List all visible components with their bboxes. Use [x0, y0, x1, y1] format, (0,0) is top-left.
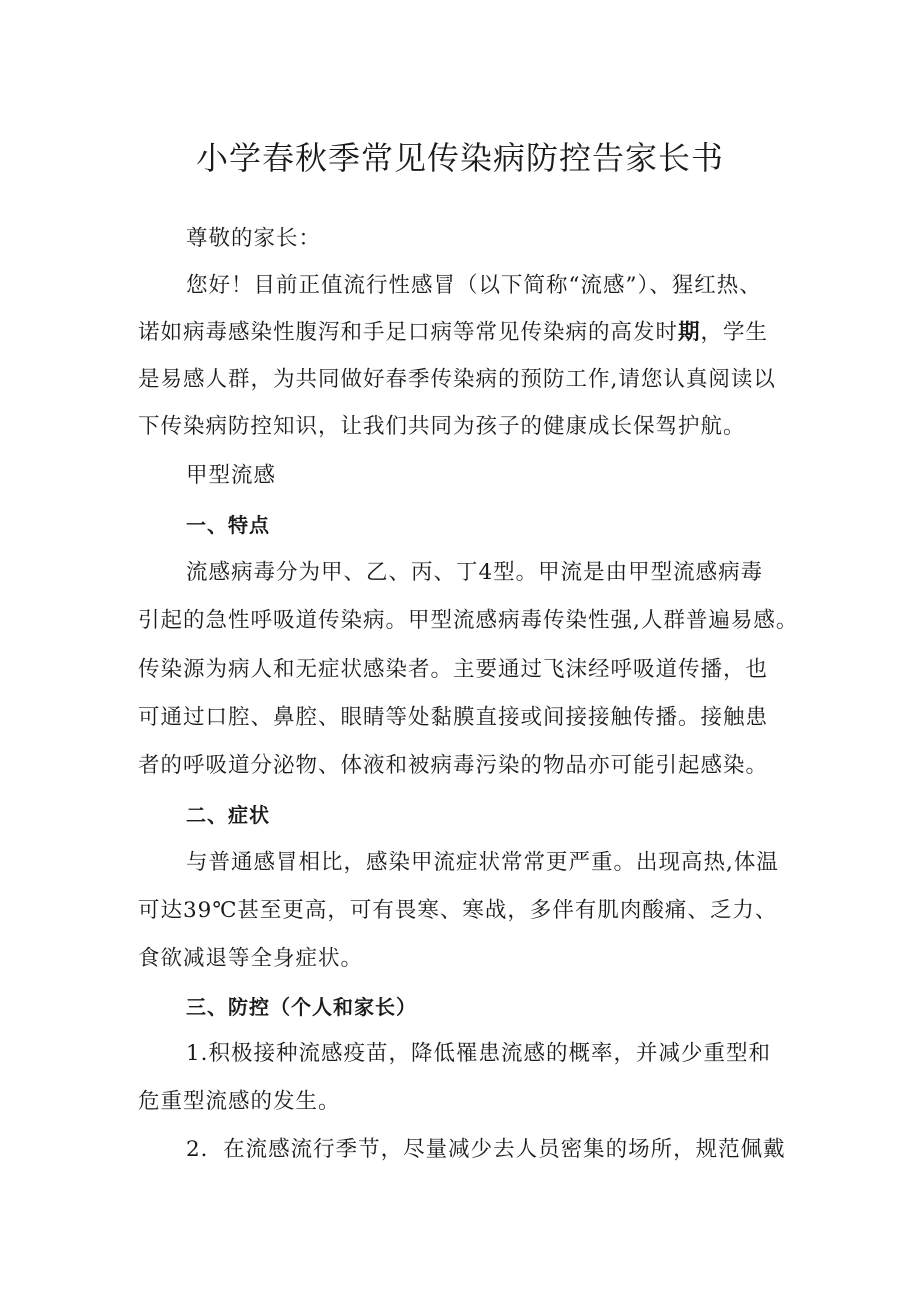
section-1-line-5: 者的呼吸道分泌物、体液和被病毒污染的物品亦可能引起感染。 [138, 753, 769, 778]
intro-line-2-bold: 期 [678, 320, 701, 345]
section-3-item-1-line-1: 1.积极接种流感疫苗，降低罹患流感的概率，并减少重型和 [186, 1041, 772, 1066]
section-2-line-2: 可达39℃甚至更高，可有畏寒、寒战，多伴有肌肉酸痛、乏力、 [138, 898, 778, 923]
section-3-item-1-line-2: 危重型流感的发生。 [138, 1089, 341, 1114]
intro-line-2 [138, 313, 768, 353]
section-1-line-3: 传染源为病人和无症状感染者。主要通过飞沫经呼吸道传播，也 [138, 657, 769, 682]
disease-name: 甲型流感 [186, 463, 277, 488]
section-3-item-2-line-1: 2．在流感流行季节，尽量减少去人员密集的场所，规范佩戴 [186, 1137, 786, 1162]
section-1-heading: 一、特点 [186, 513, 270, 537]
document-title: 小学春秋季常见传染病防控告家长书 [195, 139, 724, 177]
section-3-heading: 三、防控（个人和家长） [186, 995, 417, 1019]
intro-line-3: 是易感人群，为共同做好春季传染病的预防工作,请您认真阅读以 [138, 367, 776, 392]
intro-line-2a: 诺如病毒感染性腹泻和手足口病等常见传染病的高发时 [138, 320, 679, 345]
section-1-line-4: 可通过口腔、鼻腔、眼睛等处黏膜直接或间接接触传播。接触患 [138, 705, 769, 730]
section-1-line-2: 引起的急性呼吸道传染病。甲型流感病毒传染性强,人群普遍易感。 [138, 608, 799, 633]
section-2-line-1: 与普通感冒相比，感染甲流症状常常更严重。出现高热,体温 [186, 850, 779, 875]
section-2-heading: 二、症状 [186, 803, 270, 827]
intro-line-2c: ，学生 [700, 320, 769, 345]
intro-line-4: 下传染病防控知识，让我们共同为孩子的健康成长保驾护航。 [138, 414, 746, 439]
intro-line-1: 您好！目前正值流行性感冒（以下简称“流感”）、猩红热、 [186, 273, 762, 298]
section-1-line-1: 流感病毒分为甲、乙、丙、丁4型。甲流是由甲型流感病毒 [186, 560, 764, 585]
salutation: 尊敬的家长： [186, 226, 322, 251]
section-2-line-3: 食欲减退等全身症状。 [138, 946, 364, 971]
